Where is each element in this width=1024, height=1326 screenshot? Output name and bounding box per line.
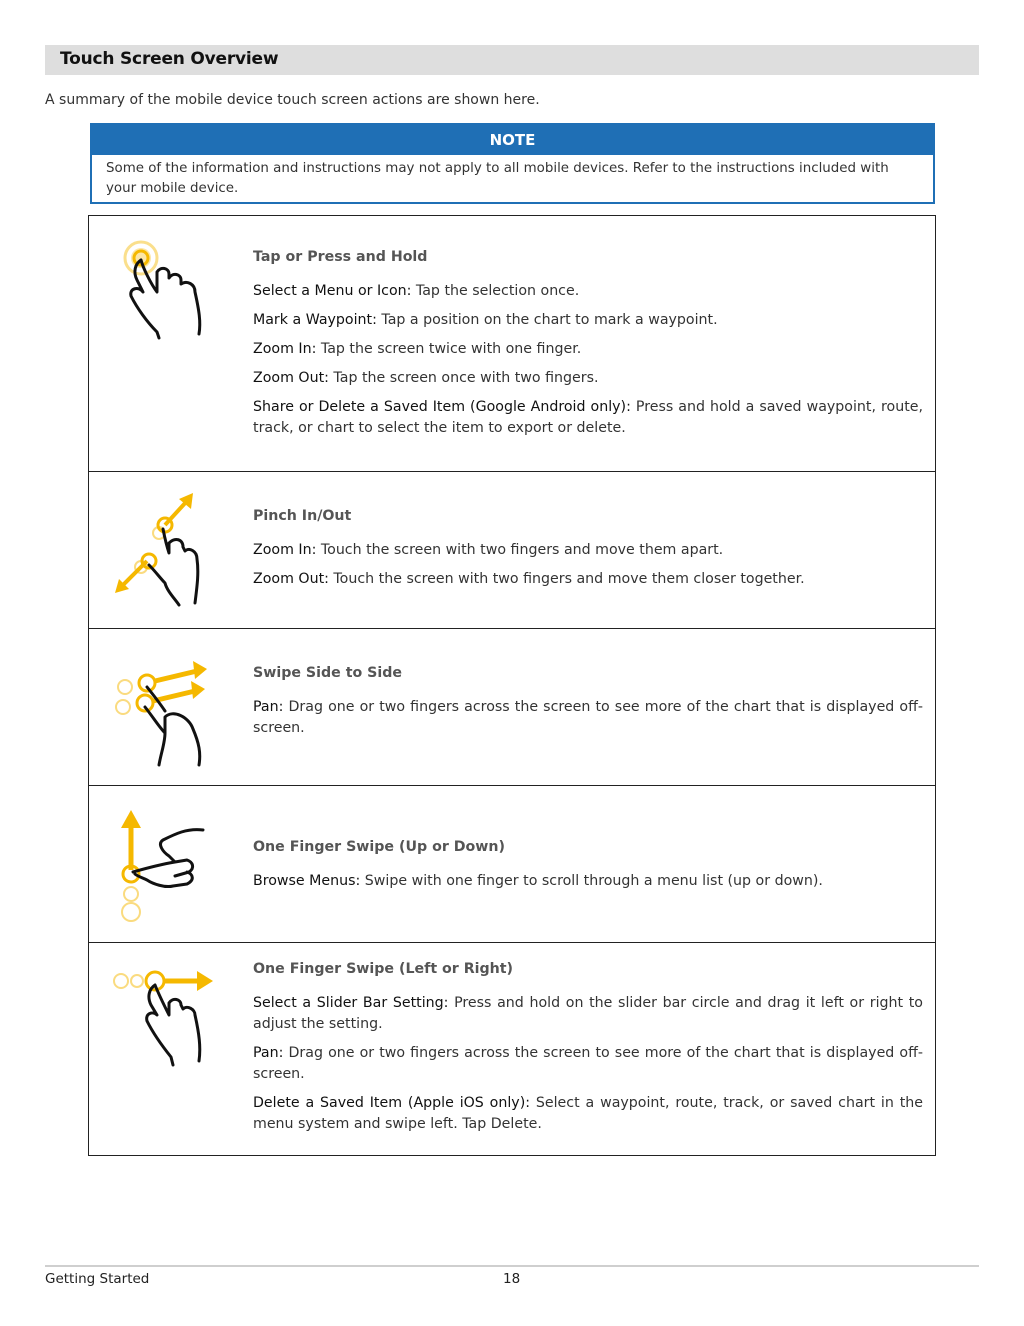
footer-divider bbox=[45, 1265, 979, 1267]
row-content bbox=[253, 665, 923, 747]
note-box bbox=[90, 123, 935, 204]
footer-chapter: Getting Started bbox=[45, 1271, 150, 1287]
list-item bbox=[253, 569, 923, 590]
item-term: Share or Delete a Saved Item (Google Android only): bbox=[253, 399, 631, 415]
item-term: Select a Slider Bar Setting: bbox=[253, 995, 449, 1011]
row-title: Pinch In/Out bbox=[253, 508, 352, 524]
list-item bbox=[253, 540, 923, 561]
swipe-up-down-icon bbox=[103, 800, 223, 928]
item-text: Drag one or two fingers across the screen to see more of the chart that is displayed off-screen. bbox=[253, 1045, 923, 1082]
item-term: Zoom Out: bbox=[253, 571, 329, 587]
swipe-left-right-icon bbox=[103, 953, 223, 1073]
item-term: Zoom In: bbox=[253, 341, 317, 357]
item-term: Pan: bbox=[253, 699, 284, 715]
gesture-row-swipe-side bbox=[89, 629, 935, 786]
item-text: Tap the selection once. bbox=[411, 283, 580, 299]
list-item bbox=[253, 310, 923, 331]
list-item bbox=[253, 1043, 923, 1085]
item-text: Touch the screen with two fingers and move them apart. bbox=[316, 542, 724, 558]
list-item bbox=[253, 281, 923, 302]
tap-hold-gesture-icon bbox=[103, 226, 223, 346]
item-term: Delete a Saved Item (Apple iOS only): bbox=[253, 1095, 531, 1111]
section-title: Touch Screen Overview bbox=[60, 49, 279, 69]
gesture-row-swipe-horizontal bbox=[89, 943, 935, 1155]
row-title: One Finger Swipe (Up or Down) bbox=[253, 839, 505, 855]
item-text: Swipe with one finger to scroll through a menu list (up or down). bbox=[360, 873, 823, 889]
item-text: Touch the screen with two fingers and move them closer together. bbox=[328, 571, 805, 587]
note-text: Some of the information and instructions may not apply to all mobile devices. Refer to the instructions included with your mobile device. bbox=[106, 161, 889, 196]
pinch-gesture-icon bbox=[103, 487, 223, 607]
row-content bbox=[253, 249, 923, 447]
row-title: One Finger Swipe (Left or Right) bbox=[253, 961, 514, 977]
row-content bbox=[253, 508, 923, 598]
two-finger-swipe-icon bbox=[103, 647, 223, 767]
item-term: Select a Menu or Icon: bbox=[253, 283, 412, 299]
item-text: Select a waypoint, route, track, or saved chart in the menu system and swipe left. Tap Delete. bbox=[253, 1095, 923, 1132]
row-title: Tap or Press and Hold bbox=[253, 249, 428, 265]
intro-text: A summary of the mobile device touch screen actions are shown here. bbox=[45, 92, 540, 108]
row-content bbox=[253, 839, 923, 900]
item-text: Tap the screen once with two fingers. bbox=[328, 370, 599, 386]
item-text: Drag one or two fingers across the screen to see more of the chart that is displayed off-screen. bbox=[253, 699, 923, 736]
list-item bbox=[253, 397, 923, 439]
row-content bbox=[253, 961, 923, 1143]
list-item bbox=[253, 368, 923, 389]
item-term: Zoom In: bbox=[253, 542, 317, 558]
item-term: Zoom Out: bbox=[253, 370, 329, 386]
item-text: Press and hold on the slider bar circle and drag it left or right to adjust the setting. bbox=[253, 995, 923, 1032]
section-header-bar bbox=[45, 45, 979, 75]
item-text: Press and hold a saved waypoint, route, track, or chart to select the item to export or delete. bbox=[253, 399, 923, 436]
list-item bbox=[253, 993, 923, 1035]
item-text: Tap the screen twice with one finger. bbox=[316, 341, 582, 357]
list-item bbox=[253, 871, 923, 892]
list-item bbox=[253, 339, 923, 360]
gesture-row-swipe-vertical bbox=[89, 786, 935, 943]
item-term: Mark a Waypoint: bbox=[253, 312, 377, 328]
row-title: Swipe Side to Side bbox=[253, 665, 403, 681]
gesture-row-pinch bbox=[89, 472, 935, 629]
list-item bbox=[253, 1093, 923, 1135]
list-item bbox=[253, 697, 923, 739]
gesture-row-tap bbox=[89, 216, 935, 472]
note-heading: NOTE bbox=[92, 125, 933, 155]
page-number: 18 bbox=[503, 1271, 521, 1287]
item-term: Pan: bbox=[253, 1045, 284, 1061]
item-text: Tap a position on the chart to mark a waypoint. bbox=[376, 312, 718, 328]
gesture-table bbox=[88, 215, 936, 1156]
item-term: Browse Menus: bbox=[253, 873, 361, 889]
